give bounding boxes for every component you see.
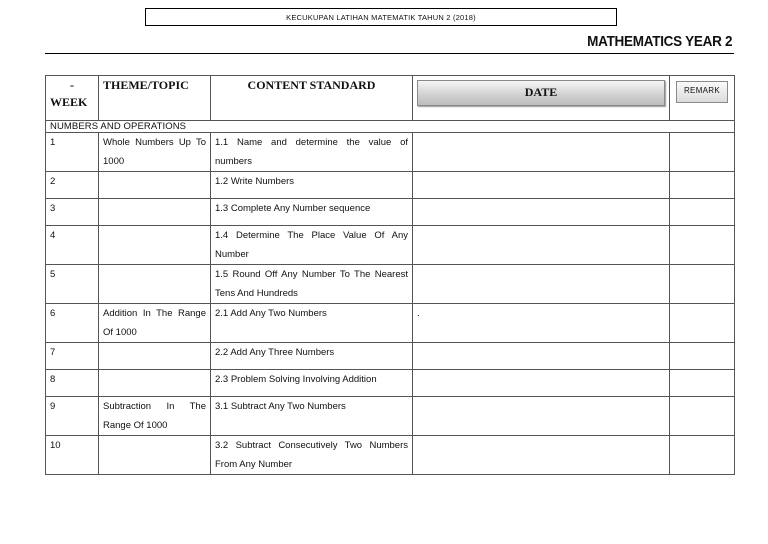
content-header: CONTENT STANDARD	[211, 76, 413, 121]
remark-cell	[670, 199, 735, 226]
remark-cell	[670, 397, 735, 436]
content-cell: 2.2 Add Any Three Numbers	[211, 343, 413, 370]
theme-cell	[99, 199, 211, 226]
remark-button[interactable]: REMARK	[676, 81, 728, 103]
content-cell: 1.3 Complete Any Number sequence	[211, 199, 413, 226]
week-cell: 9	[46, 397, 99, 436]
week-cell: 10	[46, 436, 99, 475]
remark-cell	[670, 370, 735, 397]
theme-cell: Subtraction In The Range Of 1000	[99, 397, 211, 436]
content-cell: 1.1 Name and determine the value of numbers	[211, 133, 413, 172]
theme-cell	[99, 172, 211, 199]
table-row	[46, 436, 735, 475]
content-cell: 1.2 Write Numbers	[211, 172, 413, 199]
subject-title: MATHEMATICS YEAR 2	[586, 33, 732, 50]
date-cell	[413, 172, 670, 199]
date-cell	[413, 436, 670, 475]
date-cell	[413, 199, 670, 226]
table-row	[46, 397, 735, 436]
content-cell: 1.4 Determine The Place Value Of Any Number	[211, 226, 413, 265]
content-cell: 1.5 Round Off Any Number To The Nearest Tens And Hundreds	[211, 265, 413, 304]
table-header-row	[46, 76, 735, 121]
theme-cell	[99, 436, 211, 475]
date-cell	[413, 226, 670, 265]
table-row	[46, 304, 735, 343]
table-row	[46, 265, 735, 304]
date-cell	[413, 397, 670, 436]
section-label: NUMBERS AND OPERATIONS	[46, 121, 735, 133]
section-row	[46, 121, 735, 133]
theme-cell	[99, 370, 211, 397]
remark-cell	[670, 343, 735, 370]
table-row	[46, 199, 735, 226]
document-banner: KECUKUPAN LATIHAN MATEMATIK TAHUN 2 (2018)	[145, 8, 617, 26]
remark-cell	[670, 172, 735, 199]
remark-cell	[670, 265, 735, 304]
week-cell: 6	[46, 304, 99, 343]
week-header	[46, 76, 99, 121]
theme-cell	[99, 265, 211, 304]
week-cell: 8	[46, 370, 99, 397]
theme-cell: Whole Numbers Up To 1000	[99, 133, 211, 172]
remark-header	[670, 76, 735, 121]
remark-cell	[670, 304, 735, 343]
week-cell: 7	[46, 343, 99, 370]
content-cell: 3.1 Subtract Any Two Numbers	[211, 397, 413, 436]
date-header	[413, 76, 670, 121]
title-underline	[45, 53, 734, 54]
date-cell	[413, 370, 670, 397]
theme-header: THEME/TOPIC	[99, 76, 211, 121]
table-row	[46, 226, 735, 265]
date-cell	[413, 133, 670, 172]
remark-cell	[670, 436, 735, 475]
date-header-label: DATE	[417, 80, 665, 106]
theme-cell: Addition In The Range Of 1000	[99, 304, 211, 343]
table-row	[46, 172, 735, 199]
week-cell: 4	[46, 226, 99, 265]
date-cell: .	[413, 304, 670, 343]
table-row	[46, 133, 735, 172]
theme-cell	[99, 343, 211, 370]
table-row	[46, 343, 735, 370]
week-cell: 3	[46, 199, 99, 226]
remark-cell	[670, 133, 735, 172]
week-cell: 5	[46, 265, 99, 304]
remark-cell	[670, 226, 735, 265]
table-row	[46, 370, 735, 397]
content-cell: 2.1 Add Any Two Numbers	[211, 304, 413, 343]
content-cell: 3.2 Subtract Consecutively Two Numbers From Any Number	[211, 436, 413, 475]
lesson-plan-table	[45, 75, 735, 475]
date-cell	[413, 343, 670, 370]
week-header-label: WEEK	[50, 95, 88, 109]
date-cell	[413, 265, 670, 304]
content-cell: 2.3 Problem Solving Involving Addition	[211, 370, 413, 397]
week-cell: 1	[46, 133, 99, 172]
week-header-dash: -	[70, 78, 74, 92]
theme-cell	[99, 226, 211, 265]
week-cell: 2	[46, 172, 99, 199]
